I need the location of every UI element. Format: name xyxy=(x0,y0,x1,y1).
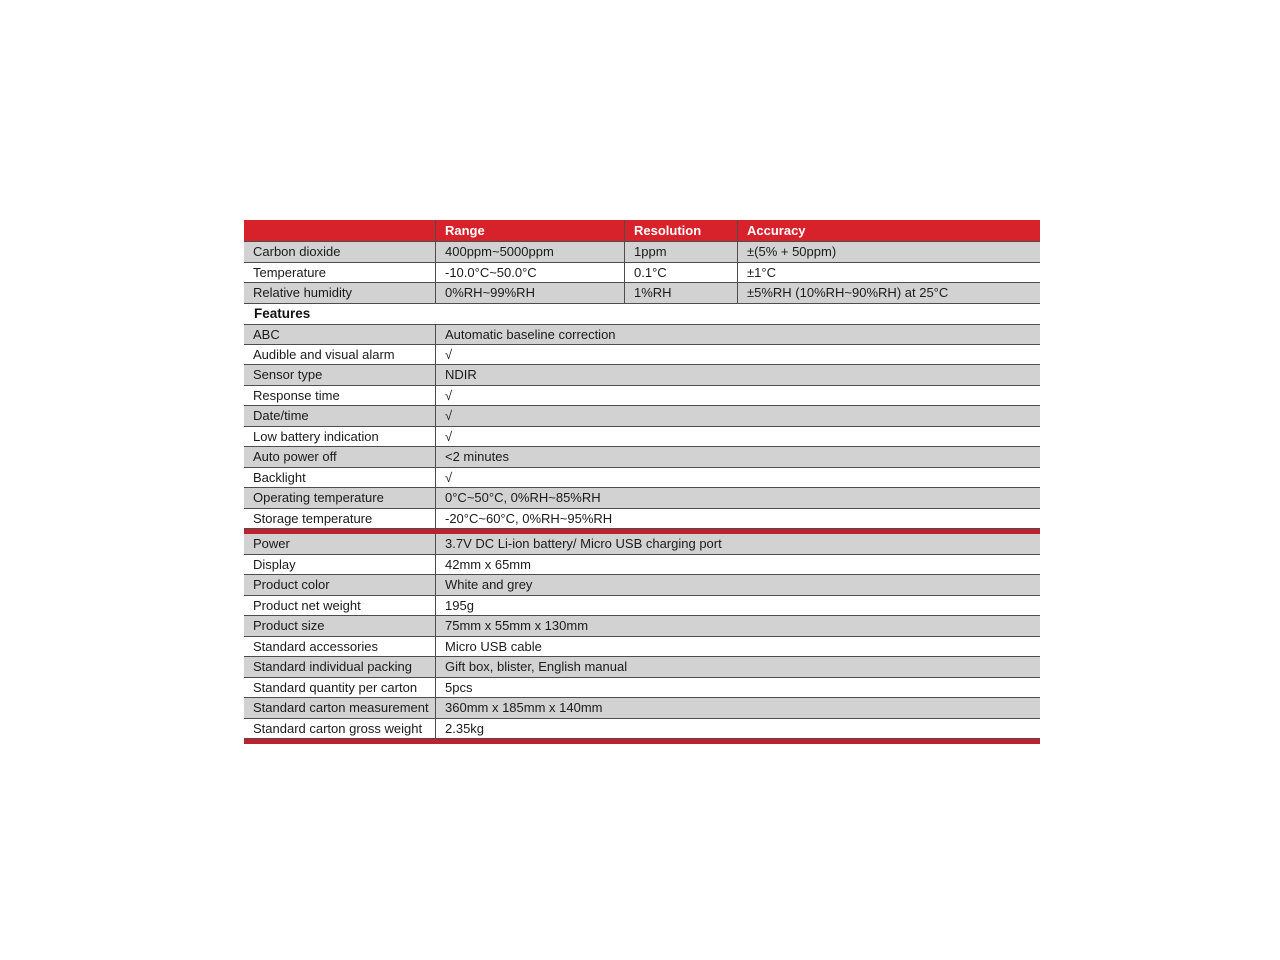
row-label: Standard accessories xyxy=(244,637,436,657)
row-value: 360mm x 185mm x 140mm xyxy=(445,700,603,716)
row-label: Standard individual packing xyxy=(244,657,436,677)
row-label: Sensor type xyxy=(244,365,436,385)
row-value: √ xyxy=(445,387,453,403)
table-row xyxy=(244,488,1040,509)
table-row xyxy=(244,637,1040,658)
table-row xyxy=(244,555,1040,576)
table-row xyxy=(244,263,1040,284)
table-row xyxy=(244,447,1040,468)
table-row xyxy=(244,406,1040,427)
range-cell: -10.0°C~50.0°C xyxy=(436,263,625,283)
table-row xyxy=(244,468,1040,489)
row-value: White and grey xyxy=(445,577,533,593)
features-table xyxy=(244,324,1040,529)
sensor-spec-table xyxy=(244,220,1040,304)
range-cell: 400ppm~5000ppm xyxy=(436,242,625,262)
row-label: Auto power off xyxy=(244,447,436,467)
row-label: Low battery indication xyxy=(244,427,436,447)
row-value: √ xyxy=(445,469,453,485)
table-row xyxy=(244,719,1040,740)
features-heading: Features xyxy=(254,306,311,322)
row-label: ABC xyxy=(244,325,436,344)
row-value: √ xyxy=(445,408,453,424)
row-value: -20°C~60°C, 0%RH~95%RH xyxy=(445,510,613,526)
table-row xyxy=(244,386,1040,407)
row-value: Automatic baseline correction xyxy=(445,326,616,342)
range-cell: 0%RH~99%RH xyxy=(436,283,625,303)
spec-header-resolution: Resolution xyxy=(625,220,738,241)
row-label: Standard quantity per carton xyxy=(244,678,436,698)
table-row xyxy=(244,324,1040,345)
row-value: √ xyxy=(445,428,453,444)
table-row xyxy=(244,678,1040,699)
bottom-bar xyxy=(244,739,1040,744)
table-row xyxy=(244,345,1040,366)
row-value: NDIR xyxy=(445,367,477,383)
table-row xyxy=(244,575,1040,596)
table-row xyxy=(244,616,1040,637)
row-value: 42mm x 65mm xyxy=(445,556,531,572)
row-value: Micro USB cable xyxy=(445,638,542,654)
table-row xyxy=(244,242,1040,263)
row-label: Audible and visual alarm xyxy=(244,345,436,365)
row-label: Storage temperature xyxy=(244,509,436,529)
row-label: Temperature xyxy=(244,263,436,283)
row-label: Standard carton measurement xyxy=(244,698,436,718)
row-value: 2.35kg xyxy=(445,720,485,736)
accuracy-cell: ±(5% + 50ppm) xyxy=(747,244,837,260)
row-label: Backlight xyxy=(244,468,436,488)
accuracy-cell: ±1°C xyxy=(747,264,776,280)
table-row xyxy=(244,596,1040,617)
row-value: <2 minutes xyxy=(445,449,509,465)
spec-header-range: Range xyxy=(436,220,625,241)
accuracy-cell: ±5%RH (10%RH~90%RH) at 25°C xyxy=(747,285,949,301)
resolution-cell: 0.1°C xyxy=(625,263,738,283)
table-row xyxy=(244,509,1040,530)
row-value: 75mm x 55mm x 130mm xyxy=(445,618,589,634)
table-row xyxy=(244,283,1040,304)
spec-header-accuracy: Accuracy xyxy=(747,223,806,238)
row-label: Display xyxy=(244,555,436,575)
row-label: Product color xyxy=(244,575,436,595)
row-label: Carbon dioxide xyxy=(244,242,436,262)
row-value: 0°C~50°C, 0%RH~85%RH xyxy=(445,490,601,506)
row-label: Standard carton gross weight xyxy=(244,719,436,739)
row-label: Date/time xyxy=(244,406,436,426)
row-value: 5pcs xyxy=(445,679,473,695)
row-value: Gift box, blister, English manual xyxy=(445,659,628,675)
row-value: √ xyxy=(445,346,453,362)
row-label: Operating temperature xyxy=(244,488,436,508)
table-row xyxy=(244,657,1040,678)
resolution-cell: 1ppm xyxy=(625,242,738,262)
table-row xyxy=(244,698,1040,719)
product-table xyxy=(244,534,1040,739)
spec-sheet xyxy=(244,220,1040,744)
row-label: Relative humidity xyxy=(244,283,436,303)
table-row xyxy=(244,365,1040,386)
row-label: Product size xyxy=(244,616,436,636)
spec-header-row xyxy=(244,220,1040,242)
row-label: Power xyxy=(244,534,436,554)
table-row xyxy=(244,534,1040,555)
row-value: 3.7V DC Li-ion battery/ Micro USB charging port xyxy=(445,536,722,552)
table-row xyxy=(244,427,1040,448)
resolution-cell: 1%RH xyxy=(625,283,738,303)
row-value: 195g xyxy=(445,597,474,613)
row-label: Response time xyxy=(244,386,436,406)
spec-header-empty xyxy=(244,220,436,241)
row-label: Product net weight xyxy=(244,596,436,616)
